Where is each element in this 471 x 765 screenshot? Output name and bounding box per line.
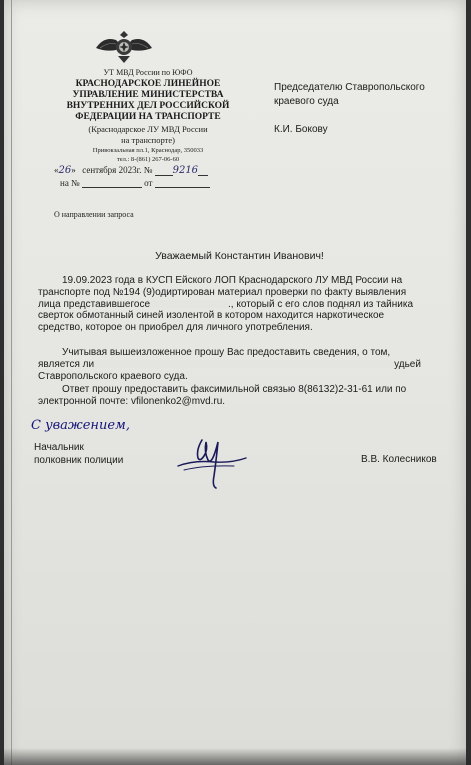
mvd-emblem-icon [94,30,154,66]
greeting: Уважаемый Константин Иванович! [155,250,324,262]
org-address: Привокзальная пл.1, Краснодар, 350033 [92,147,204,154]
redaction-block [150,300,228,308]
outgoing-number: 9216 [172,165,199,176]
body-text-fragment: удьей [394,358,421,370]
signature-icon [174,432,254,492]
photo-edge-shadow [0,748,471,765]
body-line: средство, которое он приобрел для личного употребления. [38,322,313,334]
paragraph-1 [38,275,448,334]
org-short-name-2: на транспорте) [121,135,175,145]
org-short-name: (Краснодарское ЛУ МВД России [88,124,208,134]
closing-handwritten: С уважением, [31,418,130,433]
addressee-line-2: краевого суда [274,96,339,107]
org-name-line-3: ВНУТРЕННИХ ДЕЛ РОССИЙСКОЙ [66,101,230,111]
date-day: 26 [58,165,72,176]
body-line: Учитывая вышеизложенное прошу Вас предоставить сведения, о том, [62,347,391,358]
body-line: транспорте под №194 (9)одиртирован материал проверки по факту выявления [38,286,407,298]
body-line: сверток обмотанный синей изолентой в котором находится наркотическое [38,310,385,322]
signer-title-1: Начальник [34,442,84,453]
redaction-block [94,360,394,368]
body-line [38,299,448,311]
body-line: электронной почте: vfilonenko2@mvd.ru. [38,395,226,407]
margin-line [11,0,12,765]
addressee-line-1: Председателю Ставропольского [274,82,425,93]
org-parent: УТ МВД России по ЮФО [103,68,193,77]
body-line: 19.09.2023 года в КУСП Ейского ЛОП Краснодарского ЛУ МВД России на [62,275,403,286]
reference-no-label: на № [60,178,80,188]
subject-line: О направлении запроса [54,210,134,219]
reference-from-label: от [144,178,153,188]
date-month-year: сентября 2023г. [82,165,142,175]
body-line: Ответ прошу предоставить факсимильной связью 8(86132)2-31-61 или по [62,384,407,395]
body-text-fragment: ., который с его слов поднял из тайника [228,298,414,310]
body-line [38,359,448,371]
outgoing-date-line: «26» сентября 2023г. № 9216 [54,165,208,176]
signer-name: В.В. Колесников [361,454,437,465]
org-name-line-1: КРАСНОДАРСКОЕ ЛИНЕЙНОЕ [75,79,221,89]
number-label: № [143,165,153,175]
paragraph-2 [38,347,448,382]
reference-line [60,178,210,188]
org-phone: тел.: 8-(861) 267-06-60 [116,156,180,163]
body-text-fragment: является ли [38,358,95,370]
signer-title-2: полковник полиции [34,455,124,466]
body-line: Ставропольского краевого суда. [38,370,188,382]
org-name-line-4: ФЕДЕРАЦИИ НА ТРАНСПОРТЕ [75,112,221,122]
addressee-name: К.И. Бокову [274,124,328,135]
body-text-fragment: лица представившегосе [38,298,151,310]
document-page [4,0,466,765]
org-name-line-2: УПРАВЛЕНИЕ МИНИСТЕРСТВА [72,90,224,100]
paragraph-3 [38,384,448,408]
